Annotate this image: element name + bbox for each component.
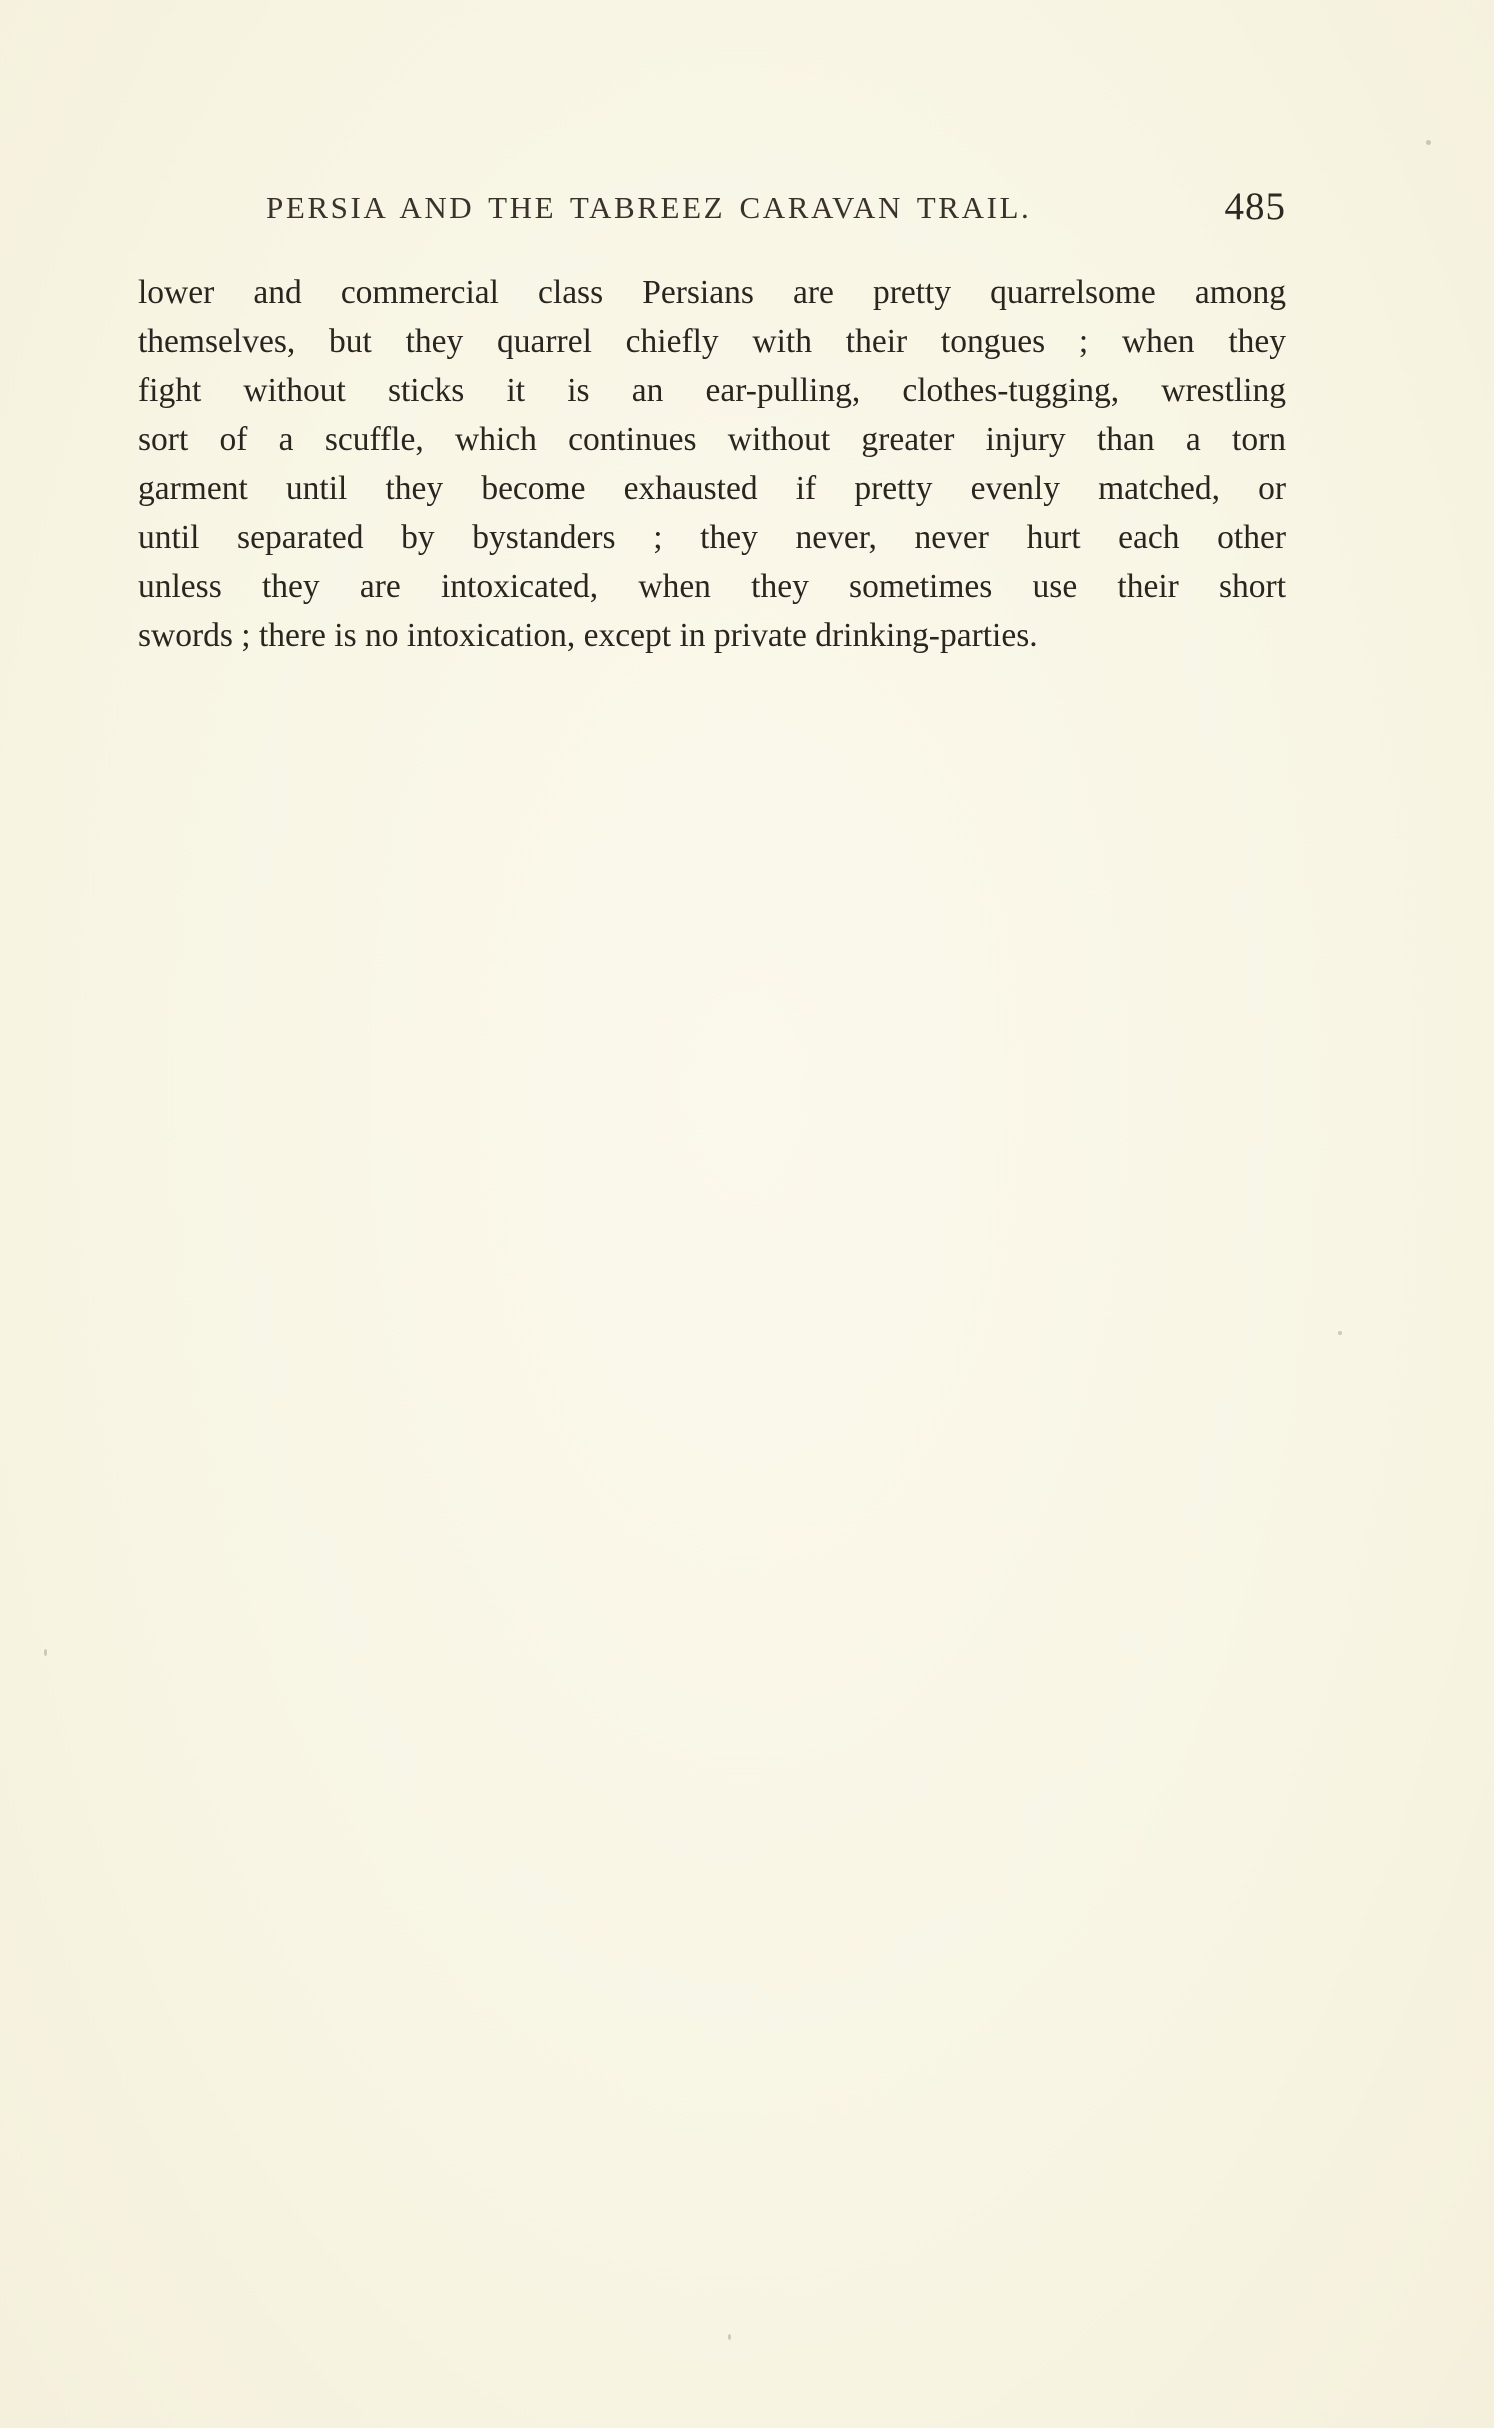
paper-speck xyxy=(1338,1331,1342,1335)
paper-speck xyxy=(44,1649,47,1656)
body-paragraph xyxy=(138,268,1286,660)
running-head xyxy=(138,186,1286,238)
paragraph-line: unless they are intoxicated, when they sometimes use their short xyxy=(138,568,1286,605)
paragraph-line: themselves, but they quarrel chiefly with their tongues ; when they xyxy=(138,323,1286,360)
paragraph-line: garment until they become exhausted if pretty evenly matched, or xyxy=(138,470,1286,507)
running-title: PERSIA AND THE TABREEZ CARAVAN TRAIL. xyxy=(266,190,1032,225)
paragraph-line: sort of a scuffle, which continues without greater injury than a torn xyxy=(138,421,1286,458)
paragraph-line: lower and commercial class Persians are pretty quarrelsome among xyxy=(138,274,1286,311)
paragraph-line: fight without sticks it is an ear-pulling, clothes-tugging, wrestling xyxy=(138,372,1286,409)
paragraph-line: until separated by bystanders ; they never, never hurt each other xyxy=(138,519,1286,556)
paper-speck xyxy=(728,2334,731,2340)
paper-speck xyxy=(1426,140,1431,145)
paragraph-line: swords ; there is no intoxication, except in private drinking-parties. xyxy=(138,617,1038,654)
page-number: 485 xyxy=(1224,185,1286,228)
